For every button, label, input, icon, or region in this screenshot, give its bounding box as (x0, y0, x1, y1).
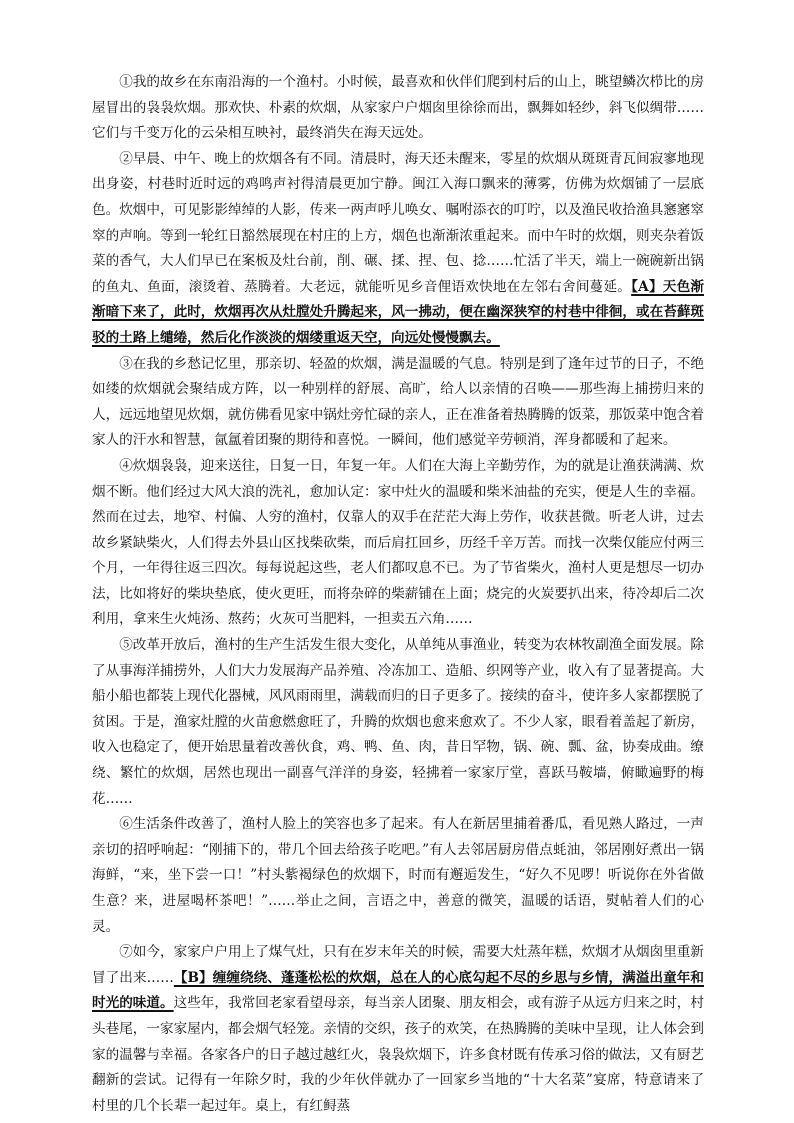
underlined-sentence-b: 【B】缠缠绕绕、蓬蓬松松的炊烟，总在人的心底勾起不尽的乡思与乡情，满溢出童年和时光的味道。 (92, 969, 705, 1012)
paragraph-7 (92, 940, 704, 1119)
paragraph-7-text: ⑦如今，家家户户用上了煤气灶，只有在岁末年关的时候，需要大灶蒸年糕，炊烟才从烟囱里重新冒了出来…… (92, 944, 704, 986)
paragraph-4 (92, 454, 704, 633)
paragraph-5-text: ⑤改革开放后，渔村的生产生活发生很大变化，从单纯从事渔业，转变为农林牧副渔全面发展。除了从事海洋捕捞外，人们大力发展海产品养殖、冷冻加工、造船、织网等产业，收入有了显著提高。大船小船也都装上现代化器械，风风雨雨里，满载而归的日子更多了。接续的奋斗，使许多人家都摆脱了贫困。于是，渔家灶膛的火苗愈燃愈旺了，升腾的炊烟也愈来愈欢了。不少人家，眼看着盖起了新房，收入也稳定了，便开始思量着改善伙食，鸡、鸭、鱼、肉，昔日罕物，锅、碗、瓢、盆，协奏成曲。缭绕、繁忙的炊烟，居然也现出一副喜气洋洋的身姿，轻拂着一家家厅堂，喜跃马鞍墙，俯瞰遍野的梅花…… (92, 637, 704, 807)
paragraph-1 (92, 70, 704, 147)
paragraph-7-continued-text: 这些年，我常回老家看望母亲，每当亲人团聚、朋友相会，或有游子从远方归来之时，村头巷尾，一家家屋内，都会烟气轻笼。亲情的交织，孩子的欢笑，在热腾腾的美味中呈现，让人体会到家的温馨与幸福。各家各户的日子越过越红火，袅袅炊烟下，许多食材既有传承习俗的做法，又有厨艺翻新的尝试。记得有一年除夕时，我的少年伙伴就办了一回家乡当地的“十大名菜”宴席，特意请来了村里的几个长辈一起过年。桌上，有红鲟蒸 (92, 995, 705, 1114)
paragraph-2-text: ②早晨、中午、晚上的炊烟各有不同。清晨时，海天还未醒来，零星的炊烟从斑斑青瓦间寂寥地现出身姿，村巷时近时远的鸡鸣声衬得清晨更加宁静。闽江入海口飘来的薄雾，仿佛为炊烟铺了一层底色。炊烟中，可见影影绰绰的人影，传来一两声呼儿唤女、嘱咐添衣的叮咛，以及渔民收拾渔具窸窸窣窣的声响。等到一轮红日豁然展现在村庄的上方，烟色也渐渐浓重起来。而中午时的炊烟，则夹杂着饭菜的香气，大人们早已在案板及灶台前，削、碾、揉、捏、包、捻……忙活了半天，端上一碗碗新出锅的鱼丸、鱼面，滚烫着、蒸腾着。大老远，就能听见乡音俚语欢快地在左邻右舍间蔓延。 (92, 150, 704, 295)
paragraph-6-text: ⑥生活条件改善了，渔村人脸上的笑容也多了起来。有人在新居里捕着番瓜，看见熟人路过，一声亲切的招呼响起：“刚捕下的，带几个回去给孩子吃吧。”有人去邻居厨房借点蚝油，邻居刚好煮出一锅海鲜，“来，坐下尝一口！”村头紫褐绿色的炊烟下，时而有邂逅发生，“好久不见啰！听说你在外省做生意？来，进屋喝杯茶吧！”……举止之间，言语之中，善意的微笑，温暖的话语，熨帖着人们的心灵。 (92, 816, 704, 935)
paragraph-6 (92, 812, 704, 940)
underlined-sentence-a: 【A】天色渐渐暗下来了，此时，炊烟再次从灶膛处升腾起来，风一拂动，便在幽深狭窄的村巷中徘徊，或在苔藓斑驳的土路上缱绻，然后化作淡淡的烟缕重返天空，向远处慢慢飘去。 (92, 278, 705, 346)
paragraph-2 (92, 147, 704, 352)
paragraph-3 (92, 352, 704, 454)
paragraph-3-text: ③在我的乡愁记忆里，那亲切、轻盈的炊烟，满是温暖的气息。特别是到了逢年过节的日子，不绝如缕的炊烟就会聚结成方阵，以一种别样的舒展、高旷，给人以亲情的召唤——那些海上捕捞归来的人，远远地望见炊烟，就仿佛看见家中锅灶旁忙碌的亲人，正在准备着热腾腾的饭菜，那饭菜中饱含着家人的汗水和智慧，氤氲着团聚的期待和喜悦。一瞬间，他们感觉辛劳顿消，浑身都暖和了起来。 (92, 355, 704, 449)
paragraph-4-text: ④炊烟袅袅，迎来送往，日复一日，年复一年。人们在大海上辛勤劳作，为的就是让渔获满满、炊烟不断。他们经过大风大浪的洗礼，愈加认定：家中灶火的温暖和柴米油盐的充实，便是人生的幸福。然而在过去，地窄、村偏、人穷的渔村，仅靠人的双手在茫茫大海上劳作，收获甚微。听老人讲，过去故乡紧缺柴火，人们得去外县山区找柴砍柴，而后肩扛回乡，历经千辛万苦。而找一次柴仅能应付两三个月，一年得往返三四次。每每说起这些，老人们都叹息不已。为了节省柴火，渔村人更是想尽一切办法，比如将好的柴块垫底，使火更旺，而将杂碎的柴薪铺在上面；烧完的火炭要扒出来，待冷却后二次利用，拿来生火炖汤、熬药；火灰可当肥料，一担卖五六角…… (92, 457, 704, 628)
article-body (92, 70, 704, 1119)
paragraph-5 (92, 633, 704, 812)
paragraph-1-text: ①我的故乡在东南沿海的一个渔村。小时候，最喜欢和伙伴们爬到村后的山上，眺望鳞次栉比的房屋冒出的袅袅炊烟。那欢快、朴素的炊烟，从家家户户烟囱里徐徐而出，飘舞如轻纱，斜飞似绸带……它们与千变万化的云朵相互映衬，最终消失在海天远处。 (92, 74, 704, 142)
